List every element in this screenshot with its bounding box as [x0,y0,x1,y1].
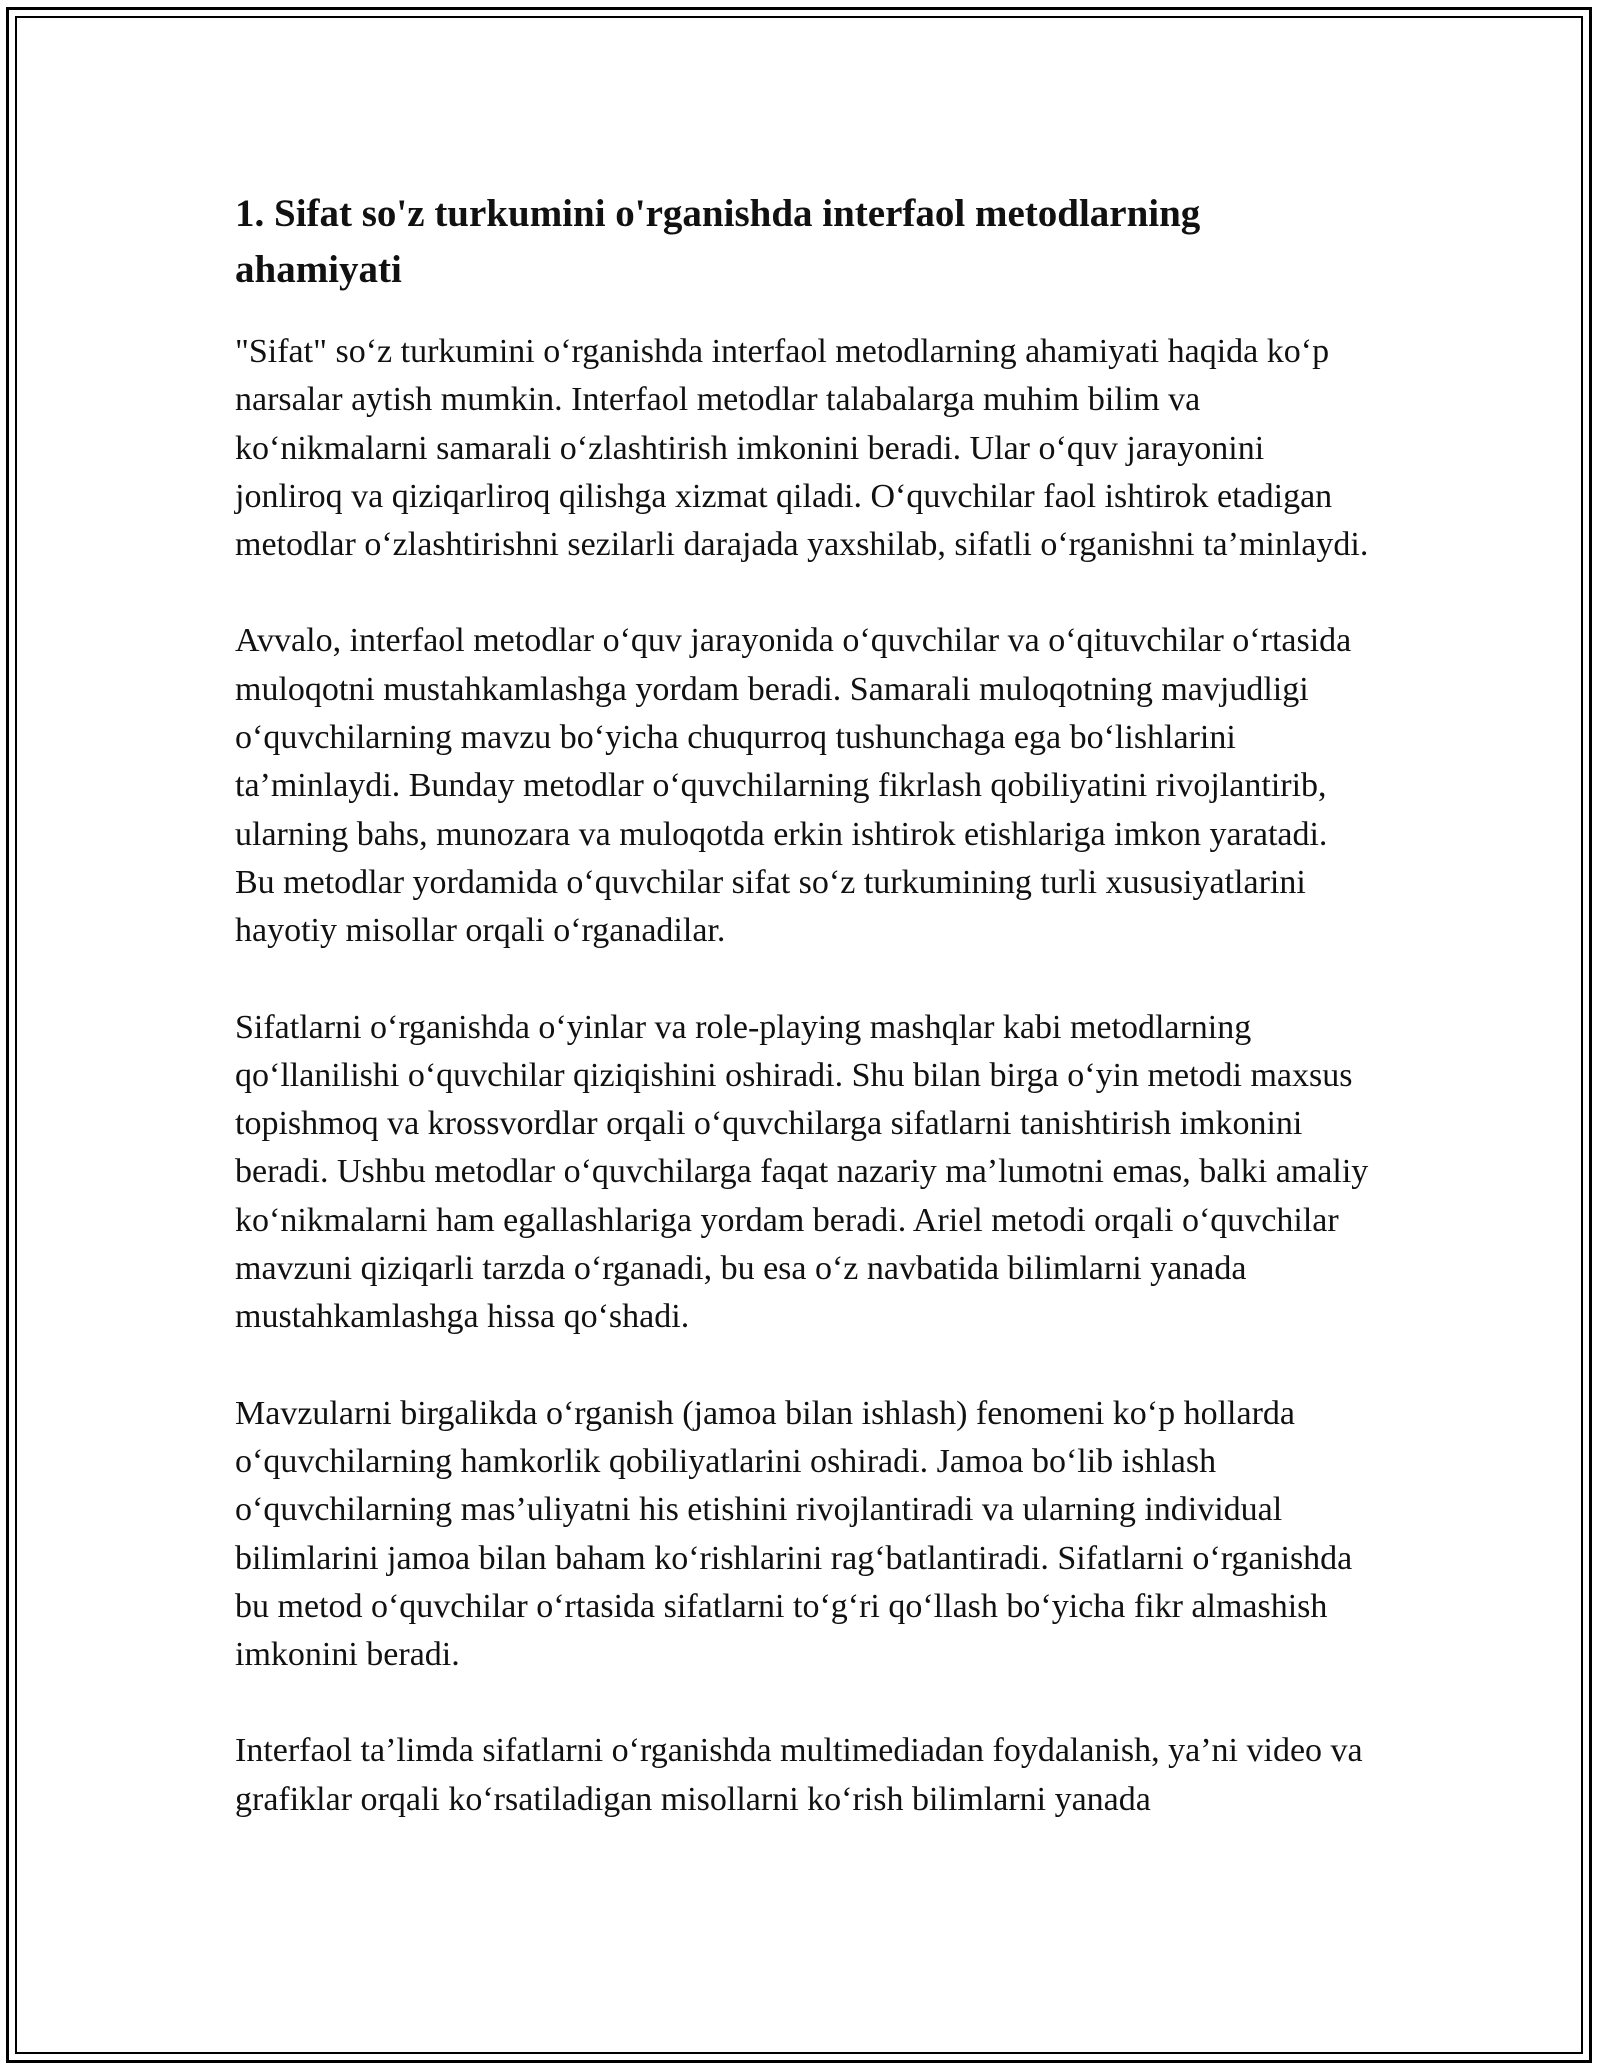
section-heading: 1. Sifat so'z turkumini o'rganishda interfaol metodlarning ahamiyati [235,192,1201,291]
document-body [235,186,1375,1872]
paragraph-3: Sifatlarni o‘rganishda o‘yinlar va role-playing mashqlar kabi metodlarning qo‘llanilishi o‘quvchilar qiziqishini oshiradi. Shu bilan birga o‘yin metodi maxsus topishmoq va krossvordlar orqali o‘quvchilarga sifatlarni tanishtirish imkonini beradi. Ushbu metodlar o‘quvchilarga faqat nazariy ma’lumotni emas, balki amaliy ko‘nikmalarni ham egallashlariga yordam beradi. Ariel metodi orqali o‘quvchilar mavzuni qiziqarli tarzda o‘rganadi, bu esa o‘z navbatida bilimlarni yanada mustahkamlashga hissa qo‘shadi. [235,1008,1369,1336]
paragraph-2: Avvalo, interfaol metodlar o‘quv jarayonida o‘quvchilar va o‘qituvchilar o‘rtasida muloqotni mustahkamlashga yordam beradi. Samarali muloqotning mavjudligi o‘quvchilarning mavzu bo‘yicha chuqurroq tushunchaga ega bo‘lishlarini ta’minlaydi. Bunday metodlar o‘quvchilarning fikrlash qobiliyatini rivojlantirib, ularning bahs, munozara va muloqotda erkin ishtirok etishlariga imkon yaratadi. Bu metodlar yordamida o‘quvchilar sifat so‘z turkumining turli xususiyatlarini hayotiy misollar orqali o‘rganadilar. [235,622,1352,950]
paragraph-5: Interfaol ta’limda sifatlarni o‘rganishda multimediadan foydalanish, ya’ni video va grafiklar orqali ko‘rsatiladigan misollarni ko‘rish bilimlarni yanada [235,1732,1363,1818]
paragraph-1: "Sifat" so‘z turkumini o‘rganishda interfaol metodlarning ahamiyati haqida ko‘p narsalar aytish mumkin. Interfaol metodlar talabalarga muhim bilim va ko‘nikmalarni samarali o‘zlashtirish imkonini beradi. Ular o‘quv jarayonini jonliroq va qiziqarliroq qilishga xizmat qiladi. O‘quvchilar faol ishtirok etadigan metodlar o‘zlashtirishni sezilarli darajada yaxshilab, sifatli o‘rganishni ta’minlaydi. [235,333,1369,564]
paragraph-4: Mavzularni birgalikda o‘rganish (jamoa bilan ishlash) fenomeni ko‘p hollarda o‘quvchilarning hamkorlik qobiliyatlarini oshiradi. Jamoa bo‘lib ishlash o‘quvchilarning mas’uliyatni his etishini rivojlantiradi va ularning individual bilimlarini jamoa bilan baham ko‘rishlarini rag‘batlantiradi. Sifatlarni o‘rganishda bu metod o‘quvchilar o‘rtasida sifatlarni to‘g‘ri qo‘llash bo‘yicha fikr almashish imkonini beradi. [235,1394,1353,1674]
